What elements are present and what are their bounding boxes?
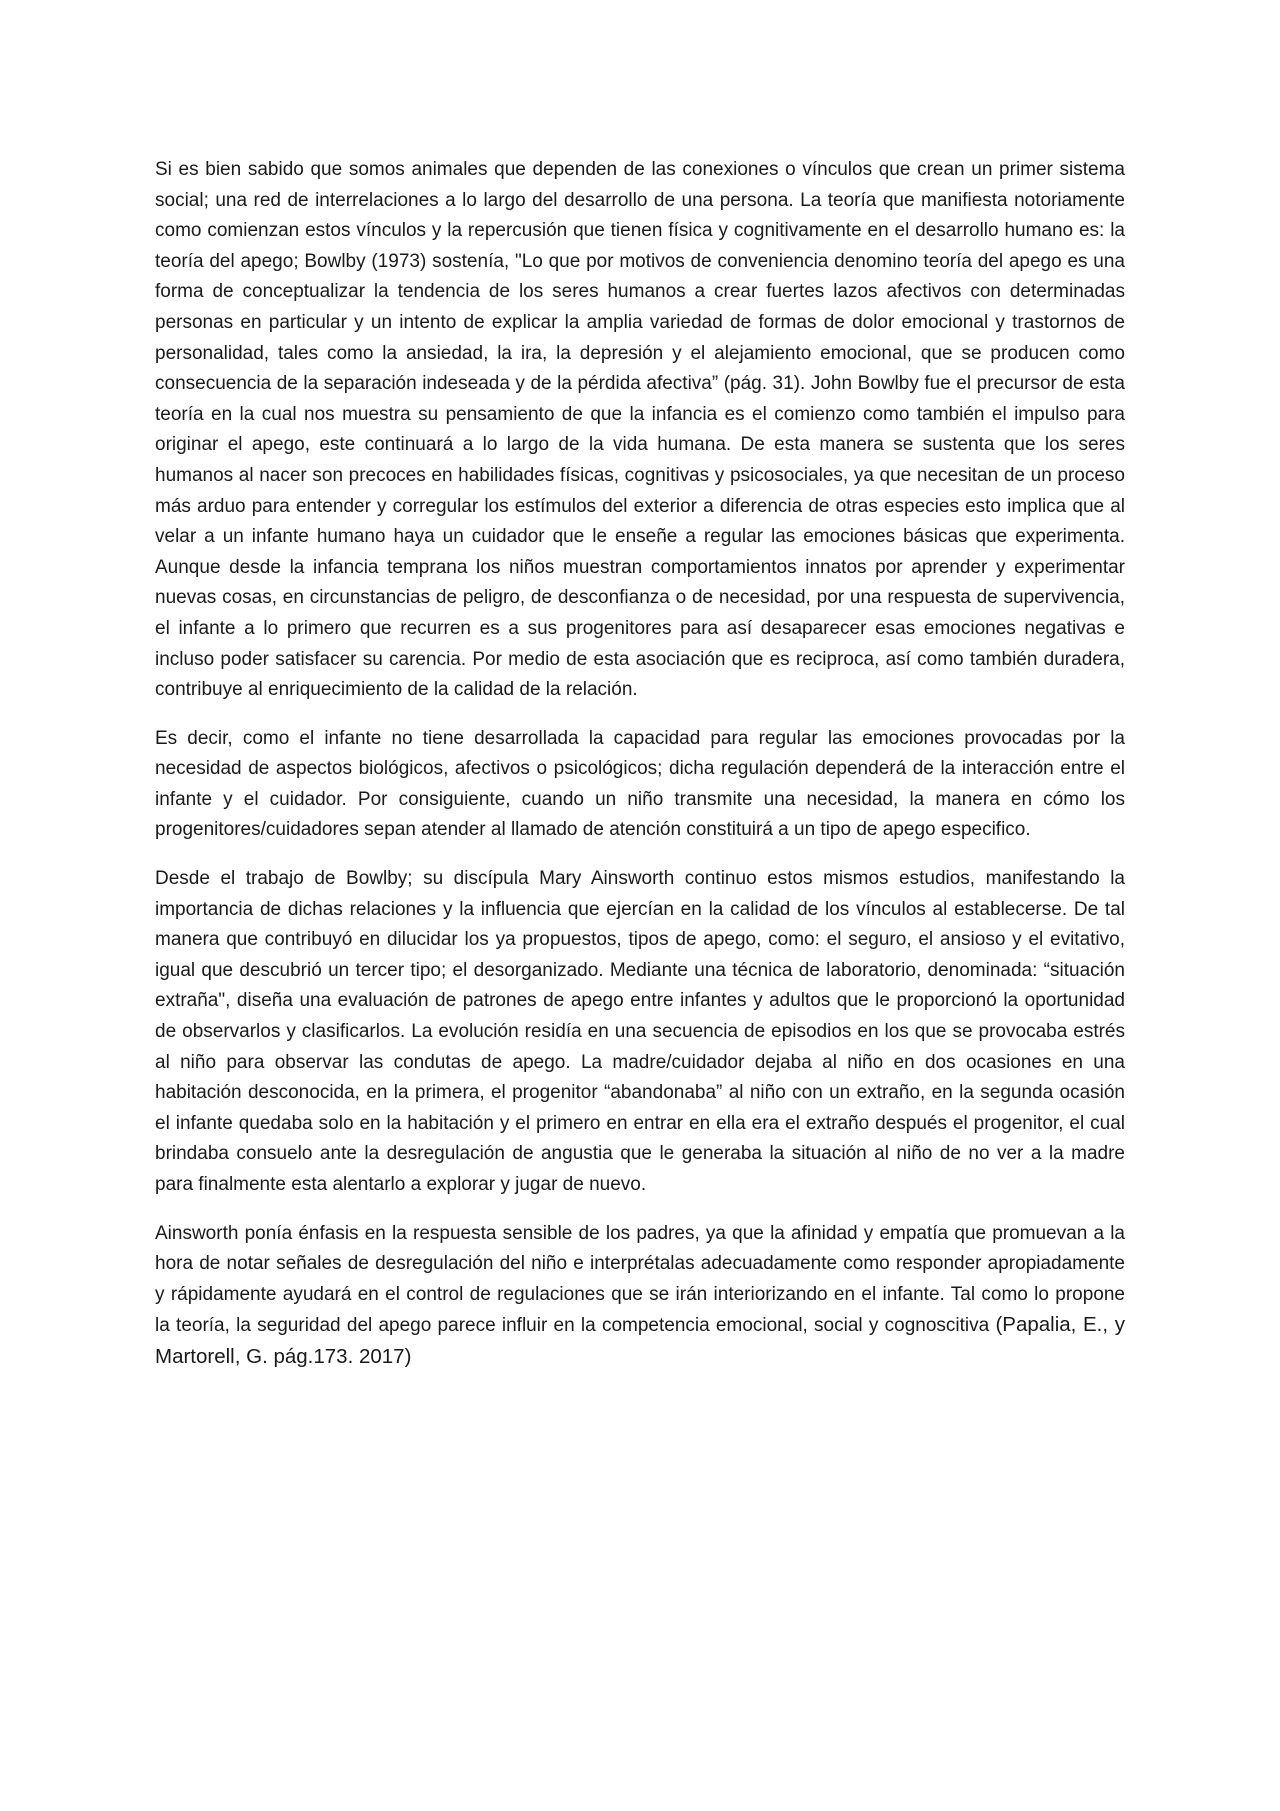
paragraph-3: Desde el trabajo de Bowlby; su discípula Mary Ainsworth continuo estos mismos estudios, manifestando la importancia de dichas relaciones y la influencia que ejercían en la calidad de los vínculos al establecerse. De tal manera que contribuyó en dilucidar los ya propuestos, tipos de apego, como: el seguro, el ansioso y el evitativo, igual que descubrió un tercer tipo; el desorganizado. Mediante una técnica de laboratorio, denominada: “situación extraña", diseña una evaluación de patrones de apego entre infantes y adultos que le proporcionó la oportunidad de observarlos y clasificarlos. La evolución residía en una secuencia de episodios en los que se provocaba estrés al niño para observar las condutas de apego. La madre/cuidador dejaba al niño en dos ocasiones en una habitación desconocida, en la primera, el progenitor “abandonaba” al niño con un extraño, en la segunda ocasión el infante quedaba solo en la habitación y el primero en entrar en ella era el extraño después el progenitor, el cual brindaba consuelo ante la desregulación de angustia que le generaba la situación al niño de no ver a la madre para finalmente esta alentarlo a explorar y jugar de nuevo.: [155, 868, 1125, 1195]
document-body: [155, 155, 1125, 1392]
paragraph-1: Si es bien sabido que somos animales que dependen de las conexiones o vínculos que crean un primer sistema social; una red de interrelaciones a lo largo del desarrollo de una persona. La teoría que manifiesta notoriamente como comienzan estos vínculos y la repercusión que tienen física y cognitivamente en el desarrollo humano es: la teoría del apego; Bowlby (1973) sostenía, "Lo que por motivos de conveniencia denomino teoría del apego es una forma de conceptualizar la tendencia de los seres humanos a crear fuertes lazos afectivos con determinadas personas en particular y un intento de explicar la amplia variedad de formas de dolor emocional y trastornos de personalidad, tales como la ansiedad, la ira, la depresión y el alejamiento emocional, que se producen como consecuencia de la separación indeseada y de la pérdida afectiva” (pág. 31). John Bowlby fue el precursor de esta teoría en la cual nos muestra su pensamiento de que la infancia es el comienzo como también el impulso para originar el apego, este continuará a lo largo de la vida humana. De esta manera se sustenta que los seres humanos al nacer son precoces en habilidades físicas, cognitivas y psicosociales, ya que necesitan de un proceso más arduo para entender y corregular los estímulos del exterior a diferencia de otras especies esto implica que al velar a un infante humano haya un cuidador que le enseñe a regular las emociones básicas que experimenta. Aunque desde la infancia temprana los niños muestran comportamientos innatos por aprender y experimentar nuevas cosas, en circunstancias de peligro, de desconfianza o de necesidad, por una respuesta de supervivencia, el infante a lo primero que recurren es a sus progenitores para así desaparecer esas emociones negativas e incluso poder satisfacer su carencia. Por medio de esta asociación que es reciproca, así como también duradera, contribuye al enriquecimiento de la calidad de la relación.: [155, 159, 1125, 701]
citation: (Papalia, E., y Martorell, G. pág.173. 2017): [155, 1313, 1125, 1368]
paragraph-4: [155, 1219, 1125, 1374]
paragraph-4-text: Ainsworth ponía énfasis en la respuesta sensible de los padres, ya que la afinidad y empatía que promuevan a la hora de notar señales de desregulación del niño e interprétalas adecuadamente como responder apropiadamente y rápidamente ayudará en el control de regulaciones que se irán interiorizando en el infante. Tal como lo propone la teoría, la seguridad del apego parece influir en la competencia emocional, social y cognoscitiva: [155, 1222, 1125, 1337]
paragraph-2: Es decir, como el infante no tiene desarrollada la capacidad para regular las emociones provocadas por la necesidad de aspectos biológicos, afectivos o psicológicos; dicha regulación dependerá de la interacción entre el infante y el cuidador. Por consiguiente, cuando un niño transmite una necesidad, la manera en cómo los progenitores/cuidadores sepan atender al llamado de atención constituirá a un tipo de apego especifico.: [155, 727, 1125, 841]
